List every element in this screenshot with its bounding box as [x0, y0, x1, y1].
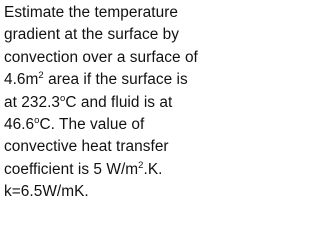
- surface-temperature-continuation: C and fluid is at: [65, 93, 173, 111]
- question-line-2: gradient at the surface by: [4, 26, 179, 44]
- fluid-degree-mark: o: [34, 115, 40, 127]
- area-continuation: area if the surface is: [43, 71, 188, 89]
- fluid-temperature-continuation: C. The value of: [39, 116, 145, 134]
- question-line-5: [4, 92, 200, 114]
- coefficient-exponent: 2: [138, 159, 144, 171]
- surface-temperature: at 232.3: [4, 93, 61, 111]
- coefficient-unit-end: .K.: [143, 160, 163, 178]
- question-line-4: [4, 69, 200, 91]
- question-line-9: k=6.5W/mK.: [4, 183, 89, 201]
- area-exponent: 2: [38, 70, 44, 82]
- question-line-1: Estimate the temperature: [4, 4, 178, 21]
- coefficient-value: coefficient is 5 W/m: [4, 160, 139, 178]
- question-line-3: convection over a surface of: [4, 48, 198, 66]
- question-line-6: [4, 114, 200, 136]
- fluid-temperature: 46.6: [4, 116, 35, 134]
- question-line-7: convective heat transfer: [4, 138, 169, 156]
- question-line-8: [4, 159, 200, 181]
- area-value: 4.6m: [4, 71, 39, 89]
- surface-degree-mark: o: [60, 92, 66, 104]
